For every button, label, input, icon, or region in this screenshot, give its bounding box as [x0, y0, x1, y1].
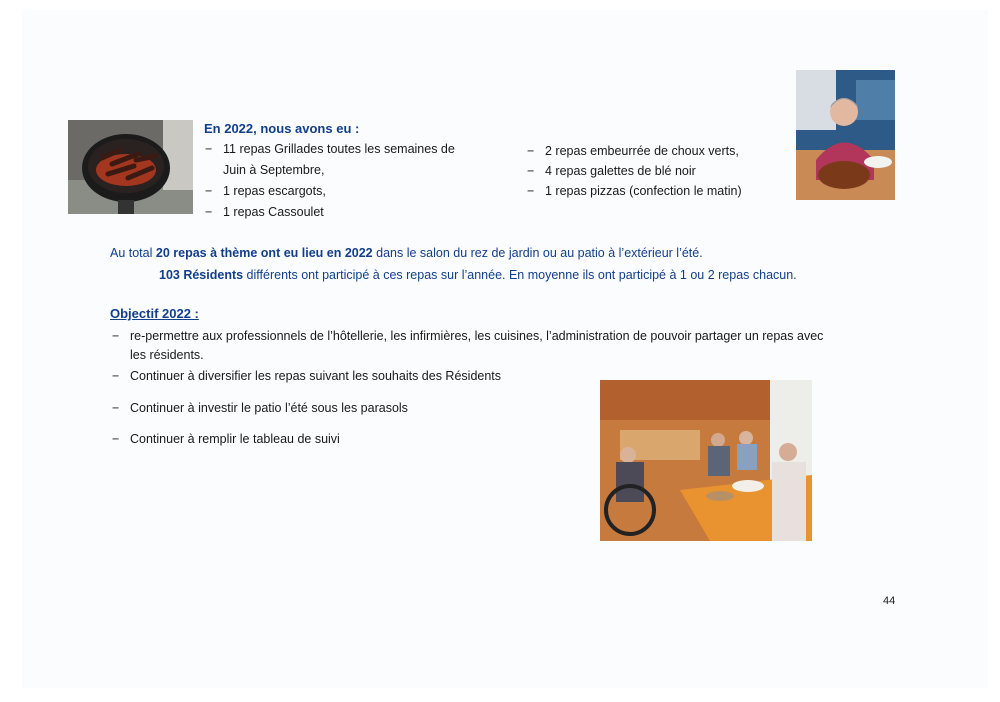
list-dash: − — [527, 144, 535, 158]
objective-item: re-permettre aux professionnels de l’hôtellerie, les infirmières, les cuisines, l’administration de pouvoir partager un repas avec — [130, 329, 824, 343]
list-dash: − — [112, 401, 120, 415]
objective-item: Continuer à remplir le tableau de suivi — [130, 432, 340, 446]
objective-item: Continuer à investir le patio l’été sous les parasols — [130, 401, 408, 415]
list-item: 1 repas escargots, — [223, 184, 326, 198]
summary-text: Au total — [110, 246, 156, 260]
resident-eating-photo — [796, 70, 895, 200]
list-dash: − — [205, 142, 213, 156]
list-dash: − — [112, 432, 120, 446]
objective-item-continuation: les résidents. — [130, 348, 204, 362]
list-item: 2 repas embeurrée de choux verts, — [545, 144, 739, 158]
list-dash: − — [112, 369, 120, 383]
summary-line-2 — [159, 265, 797, 285]
list-item: 1 repas Cassoulet — [223, 205, 324, 219]
summary-highlight: 20 repas à thème ont eu lieu en 2022 — [155, 246, 373, 260]
summary-text: différents ont participé à ces repas sur l’année. En moyenne ils ont participé à 1 ou 2 repas chacun. — [243, 268, 797, 282]
list-item: 11 repas Grillades toutes les semaines de — [223, 142, 455, 156]
page-number: 44 — [883, 595, 896, 607]
list-item-continuation: Juin à Septembre, — [223, 163, 325, 177]
barbecue-grill-photo — [68, 120, 193, 214]
list-dash: − — [205, 205, 213, 219]
dining-room-photo — [600, 380, 812, 541]
list-item: 1 repas pizzas (confection le matin) — [545, 184, 742, 198]
list-item: 4 repas galettes de blé noir — [545, 164, 696, 178]
section-heading-2022: En 2022, nous avons eu : — [204, 121, 360, 136]
list-dash: − — [112, 329, 120, 343]
summary-highlight: 103 Résidents — [159, 268, 244, 282]
list-dash: − — [527, 164, 535, 178]
list-dash: − — [205, 184, 213, 198]
objective-item: Continuer à diversifier les repas suivant les souhaits des Résidents — [130, 369, 502, 383]
summary-text: dans le salon du rez de jardin ou au patio à l’extérieur l’été. — [372, 246, 703, 260]
objectives-heading: Objectif 2022 : — [110, 306, 199, 321]
summary-line-1 — [110, 243, 703, 263]
list-dash: − — [527, 184, 535, 198]
